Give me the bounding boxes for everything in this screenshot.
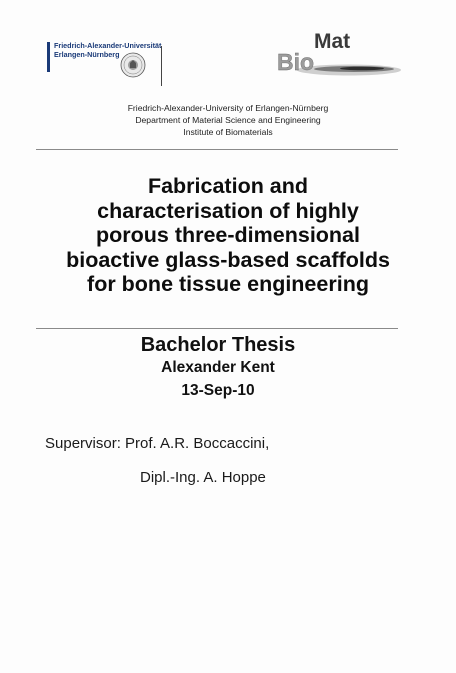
title-line: characterisation of highly <box>97 198 359 223</box>
university-name-line2: Erlangen-Nürnberg <box>54 49 120 59</box>
submission-date: 13-Sep-10 <box>181 382 255 399</box>
institution-university: Friedrich-Alexander-University of Erlangen-Nürnberg <box>127 103 329 113</box>
biomat-logo <box>274 26 404 82</box>
thesis-title <box>20 174 436 297</box>
thesis-type: Bachelor Thesis <box>140 334 296 356</box>
title-line: bioactive glass-based scaffolds <box>66 247 390 272</box>
divider-top <box>36 149 398 150</box>
university-logo-bar <box>47 42 50 72</box>
university-name-line1: Friedrich-Alexander-Universität <box>54 41 162 50</box>
title-line: for bone tissue engineering <box>87 272 369 296</box>
institution-institute: Institute of Biomaterials <box>183 127 273 137</box>
author-name: Alexander Kent <box>161 359 275 376</box>
institution-block <box>0 102 456 138</box>
biomat-logo-mat: Mat <box>314 30 351 53</box>
university-logo-divider <box>161 46 162 86</box>
supervisor-primary: Supervisor: Prof. A.R. Boccaccini, <box>45 435 270 452</box>
divider-middle <box>36 328 398 329</box>
title-line: Fabrication and <box>147 174 309 198</box>
supervisor-secondary: Dipl.-Ing. A. Hoppe <box>140 469 266 486</box>
institution-department: Department of Material Science and Engineering <box>135 115 321 125</box>
biomat-logo-bio: Bio <box>277 49 315 75</box>
university-seal-icon <box>120 52 146 78</box>
title-line: porous three-dimensional <box>95 223 360 247</box>
university-logo <box>47 42 165 86</box>
